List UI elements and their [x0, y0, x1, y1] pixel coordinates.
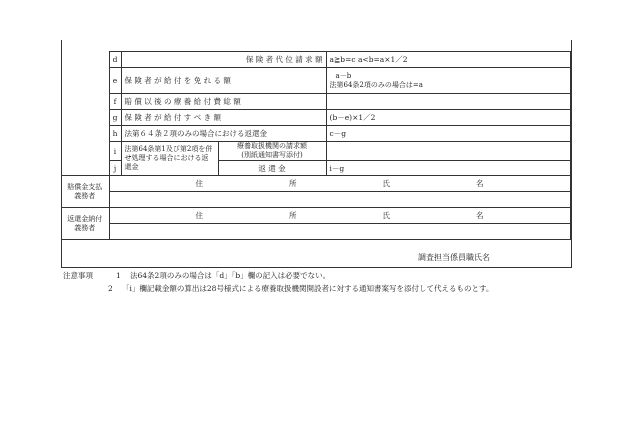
request-amount-label: [218, 142, 326, 161]
header-address-2: 所: [289, 211, 297, 220]
row-letter: i: [109, 142, 121, 161]
row-letter: f: [109, 94, 121, 110]
row-value: [326, 68, 570, 94]
row-g: [61, 110, 570, 126]
row-letter: g: [109, 110, 121, 126]
refund-payer-label: 返還金納付義務者: [61, 208, 109, 240]
note-item: [63, 269, 493, 282]
header-address-2: 所: [289, 179, 297, 188]
address-name-header: [109, 176, 570, 192]
header-name-1: 氏: [382, 211, 390, 220]
refund-entry-row: [61, 224, 570, 240]
notes-section: [63, 269, 493, 295]
row-letter: d: [109, 52, 121, 68]
header-name-2: 名: [476, 211, 484, 220]
value-line-1: a－b: [335, 71, 352, 80]
header-name-2: 名: [476, 179, 484, 188]
row-label: 賠 償 以 後 の 療 養 給 付 費 総 額: [121, 94, 326, 110]
row-label: 保 険 者 が 給 付 す べ き 額: [121, 110, 326, 126]
row-value: a≧b=c a<b=a×1／2: [326, 52, 570, 68]
row-value: (b－e)×1／2: [326, 110, 570, 126]
address-name-header: [109, 208, 570, 224]
row-value: c－g: [326, 126, 570, 142]
header-address-1: 住: [195, 211, 203, 220]
row-label: 保 険 者 が 給 付 を 免 れ る 額: [121, 68, 326, 94]
request-label-line-1: 療養取扱機関の請求額: [237, 142, 307, 150]
refund-label: 返 還 金: [218, 161, 326, 176]
request-label-line-2: (別紙通知書写添付): [241, 151, 303, 159]
row-letter: j: [109, 161, 121, 176]
row-label: 法第６４条２項のみの場合における返還金: [121, 126, 326, 142]
note-number: 2: [108, 284, 113, 293]
value-line-2: 法第64条2項のみの場合は=a: [329, 80, 423, 89]
payer-entry: [109, 192, 570, 208]
header-name-1: 氏: [382, 179, 390, 188]
header-address-1: 住: [195, 179, 203, 188]
note-item: [63, 282, 493, 295]
refund-entry: [109, 224, 570, 240]
row-d: [61, 52, 570, 68]
notes-title: 注意事項: [63, 271, 93, 280]
payer-header-row: [61, 176, 570, 192]
payer-entry-row: [61, 192, 570, 208]
refund-header-row: [61, 208, 570, 224]
row-letter: e: [109, 68, 121, 94]
row-letter: h: [109, 126, 121, 142]
combined-label: 法第64条第1及び第2項を併せ処理する場合における返還金: [121, 142, 218, 176]
payer-label: 賠償金支払義務者: [61, 176, 109, 208]
row-h: [61, 126, 570, 142]
row-f: [61, 94, 570, 110]
claim-table: [61, 51, 571, 240]
row-value: i－g: [326, 161, 570, 176]
row-e: [61, 68, 570, 94]
row-value: [326, 142, 570, 161]
note-number: 1: [116, 271, 121, 280]
row-value: [326, 94, 570, 110]
investigator-label: 調査担当係員職氏名: [418, 253, 490, 262]
row-i: [61, 142, 570, 161]
row-label: 保 険 者 代 位 請 求 額: [121, 52, 326, 68]
note-text: 「i」欄記載金額の算出は28号様式による療養取扱機関開設者に対する通知書案写を添付して代えるものとす。: [122, 284, 494, 293]
note-text: 法64条2項のみの場合は「d」「b」欄の記入は必要でない。: [130, 271, 331, 280]
